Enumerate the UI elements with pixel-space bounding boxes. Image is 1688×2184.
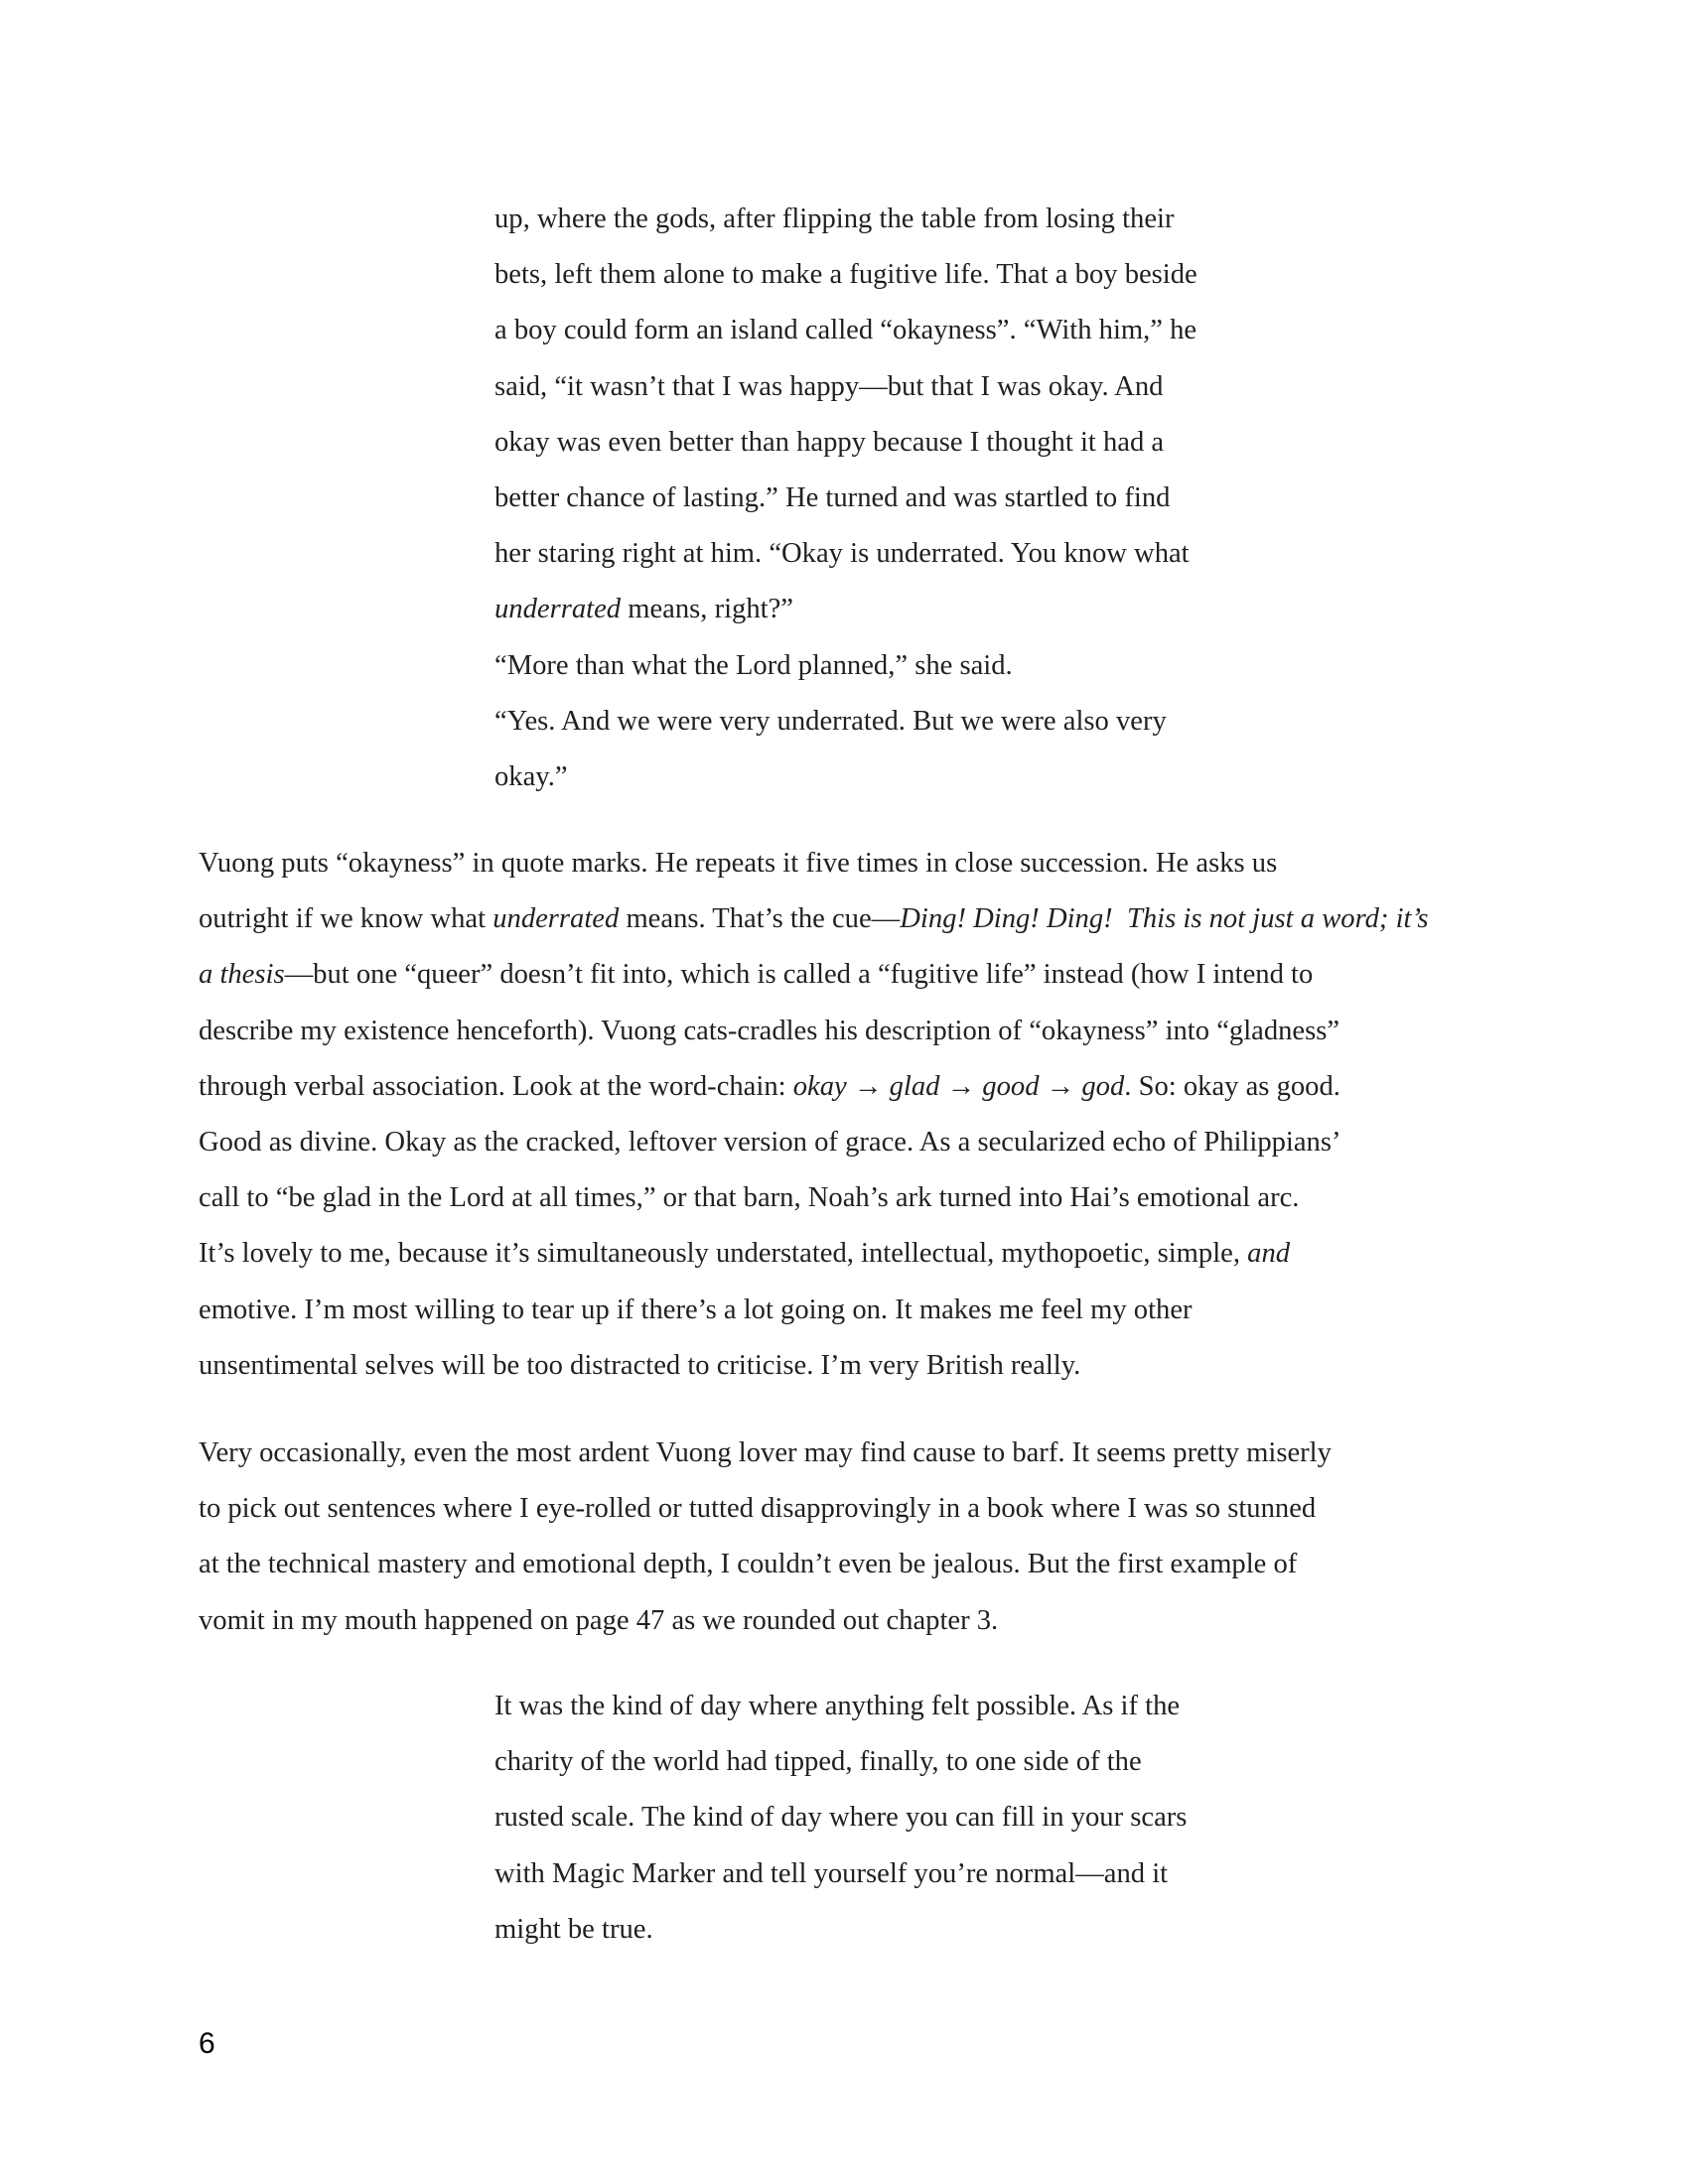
text-run: said, “it wasn’t that I was happy—but that I was okay. And bbox=[494, 370, 1164, 402]
text-line bbox=[494, 526, 1301, 582]
text-run: emotive. I’m most willing to tear up if there’s a lot going on. It makes me feel my other bbox=[199, 1294, 1193, 1325]
text-line bbox=[494, 1734, 1301, 1790]
text-line bbox=[494, 694, 1301, 750]
text-line bbox=[199, 891, 1499, 947]
text-line bbox=[199, 1115, 1499, 1170]
body-paragraph-2 bbox=[199, 1426, 1499, 1649]
text-line bbox=[494, 1679, 1301, 1734]
text-line bbox=[494, 415, 1301, 471]
text-run: at the technical mastery and emotional depth, I couldn’t even be jealous. But the first example of bbox=[199, 1549, 1298, 1580]
italic-run: underrated bbox=[494, 594, 622, 625]
text-line bbox=[199, 1338, 1499, 1394]
text-run: It was the kind of day where anything felt possible. As if the bbox=[494, 1691, 1181, 1721]
text-run: outright if we know what bbox=[199, 903, 493, 935]
text-run: bets, left them alone to make a fugitive life. That a boy beside bbox=[494, 259, 1197, 291]
text-run: Very occasionally, even the most ardent Vuong lover may find cause to barf. It seems pretty miserly bbox=[199, 1437, 1332, 1468]
text-run: better chance of lasting.” He turned and was startled to find bbox=[494, 482, 1171, 514]
text-line bbox=[494, 1902, 1301, 1958]
italic-run: Ding! Ding! Ding! This is not just a word; it’s bbox=[900, 903, 1429, 935]
text-run: to pick out sentences where I eye-rolled or tutted disapprovingly in a book where I was so stunned bbox=[199, 1493, 1317, 1525]
text-line bbox=[494, 582, 1301, 637]
text-run: through verbal association. Look at the word-chain: bbox=[199, 1070, 793, 1102]
text-line bbox=[199, 836, 1499, 891]
text-line bbox=[494, 192, 1301, 247]
text-line bbox=[199, 1004, 1499, 1059]
text-line bbox=[199, 1059, 1499, 1115]
body-paragraph-1 bbox=[199, 836, 1499, 1394]
text-line bbox=[494, 638, 1301, 694]
text-line bbox=[494, 1790, 1301, 1845]
italic-run: underrated bbox=[492, 903, 620, 935]
text-line bbox=[199, 1226, 1499, 1282]
text-line bbox=[494, 247, 1301, 303]
text-line bbox=[494, 471, 1301, 526]
text-run: means. That’s the cue— bbox=[619, 903, 901, 935]
text-run: okay.” bbox=[494, 761, 568, 793]
text-line bbox=[199, 1537, 1499, 1592]
text-run: her staring right at him. “Okay is underrated. You know what bbox=[494, 538, 1190, 570]
text-run: call to “be glad in the Lord at all times,” or that barn, Noah’s ark turned into Hai’s emotional arc. bbox=[199, 1182, 1300, 1214]
text-line bbox=[494, 359, 1301, 415]
block-quote-2 bbox=[494, 1679, 1301, 1958]
text-run: describe my existence henceforth). Vuong cats-cradles his description of “okayness” into “gladness” bbox=[199, 1015, 1340, 1046]
text-run: with Magic Marker and tell yourself you’re normal—and it bbox=[494, 1857, 1169, 1889]
text-line bbox=[199, 1426, 1499, 1481]
text-run: a boy could form an island called “okayness”. “With him,” he bbox=[494, 315, 1197, 346]
text-line bbox=[494, 750, 1301, 805]
text-run: —but one “queer” doesn’t fit into, which is called a “fugitive life” instead (how I intend to bbox=[284, 959, 1314, 991]
italic-run: a thesis bbox=[199, 959, 285, 991]
text-run: rusted scale. The kind of day where you can fill in your scars bbox=[494, 1802, 1188, 1834]
text-line bbox=[199, 1593, 1499, 1649]
text-run: means, right?” bbox=[621, 594, 793, 625]
text-run: vomit in my mouth happened on page 47 as we rounded out chapter 3. bbox=[199, 1604, 999, 1636]
text-run: up, where the gods, after flipping the table from losing their bbox=[494, 204, 1175, 234]
text-line bbox=[199, 947, 1499, 1003]
text-line bbox=[494, 1846, 1301, 1902]
italic-run: and bbox=[1247, 1238, 1291, 1270]
text-line bbox=[199, 1283, 1499, 1338]
text-run: Vuong puts “okayness” in quote marks. He repeats it five times in close succession. He asks us bbox=[199, 848, 1278, 879]
text-run: unsentimental selves will be too distracted to criticise. I’m very British really. bbox=[199, 1349, 1081, 1381]
page-number: 6 bbox=[199, 2027, 215, 2060]
text-run: “Yes. And we were very underrated. But we were also very bbox=[494, 705, 1167, 737]
block-quote-1 bbox=[494, 192, 1301, 805]
italic-run: okay → glad → good → god bbox=[792, 1070, 1125, 1102]
text-line bbox=[494, 303, 1301, 358]
text-line bbox=[199, 1481, 1499, 1537]
text-run: It’s lovely to me, because it’s simultaneously understated, intellectual, mythopoetic, simple, bbox=[199, 1238, 1248, 1270]
text-run: Good as divine. Okay as the cracked, leftover version of grace. As a secularized echo of Philippians’ bbox=[199, 1127, 1341, 1159]
text-run: . So: okay as good. bbox=[1124, 1070, 1340, 1102]
text-run: might be true. bbox=[494, 1913, 653, 1945]
text-run: “More than what the Lord planned,” she said. bbox=[494, 649, 1013, 681]
text-run: charity of the world had tipped, finally, to one side of the bbox=[494, 1746, 1142, 1778]
text-line bbox=[199, 1170, 1499, 1226]
text-run: okay was even better than happy because I thought it had a bbox=[494, 426, 1165, 458]
